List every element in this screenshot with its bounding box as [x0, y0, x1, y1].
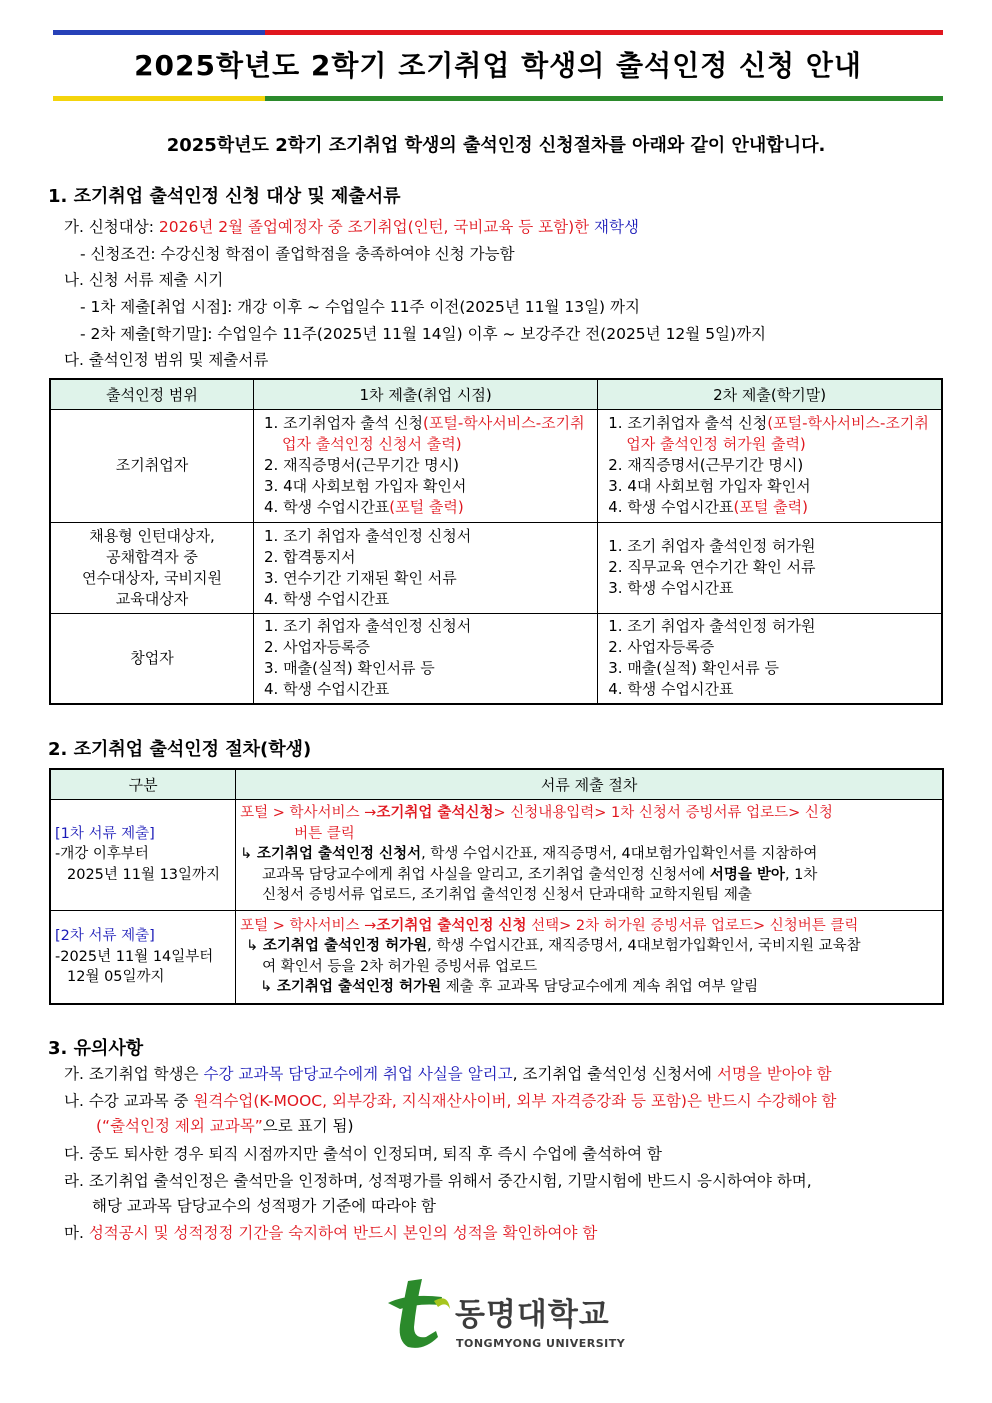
table1-header-first: 1차 제출(취업 시점) — [254, 379, 598, 409]
section1-condition: - 신청조건: 수강신청 학점이 졸업학점을 충족하여야 신청 가능함 — [80, 245, 515, 263]
title-top-bar — [53, 30, 943, 35]
list-item: 4. 학생 수업시간표(포털 출력) — [608, 498, 808, 516]
list-item: 1. 조기취업자 출석 신청(포털-학사서비스-조기취업자 출석인정 허가원 출력) — [608, 414, 929, 453]
list-item: 2. 사업자등록증 — [264, 638, 371, 657]
table1-row1-first — [254, 409, 598, 522]
bar-yellow-segment — [53, 96, 265, 101]
bar-blue-segment — [53, 30, 265, 35]
table2-header-category: 구분 — [50, 769, 236, 799]
list-item: 2. 사업자등록증 — [608, 638, 715, 657]
section1-ga — [64, 215, 639, 237]
note-da: 다. 중도 퇴사한 경우 퇴직 시점까지만 출석이 인정되며, 퇴직 후 즉시 수업에 출석하여 함 — [64, 1145, 662, 1163]
bar-red-segment — [265, 30, 943, 35]
portal-path: 포털 > 학사서비스 →조기취업 출석인정 신청 선택> 2차 허가원 증빙서류 업로드> 신청버튼 클릭 — [240, 917, 859, 934]
list-item: 4. 학생 수업시간표 — [264, 589, 390, 608]
note-ra-2: 해당 교과목 담당교수의 성적평가 기준에 따라야 함 — [92, 1197, 436, 1215]
list-item: 2. 직무교육 연수기간 확인 서류 — [608, 558, 816, 576]
table2-row2-label: [2차 서류 제출] -2025년 11월 14일부터 12월 05일까지 — [50, 910, 236, 1004]
procedure-table — [49, 768, 944, 1005]
table1-row3-second — [598, 613, 942, 704]
section2-heading: 2. 조기취업 출석인정 절차(학생) — [48, 739, 312, 760]
university-name: 동명대학교 — [455, 1297, 610, 1333]
ga-red-text: 2026년 2월 졸업예정자 중 조기취업(인턴, 국비교육 등 포함)한 — [158, 218, 595, 236]
list-item: 2. 재직증명서(근무기간 명시) — [608, 456, 804, 474]
portal-path: 포털 > 학사서비스 →조기취업 출석신청> 신청내용입력> 1차 신청서 증빙서류 업로드> 신청 — [240, 805, 833, 822]
attendance-scope-table — [49, 378, 943, 705]
title-band — [53, 30, 943, 101]
list-item: 4. 학생 수업시간표 — [608, 680, 734, 699]
document-title: 2025학년도 2학기 조기취업 학생의 출석인정 신청 안내 — [134, 49, 862, 82]
list-item: 4. 학생 수업시간표(포털 출력) — [264, 498, 464, 516]
procedure-desc: ↳ 조기취업 출석인정 신청서, 학생 수업시간표, 재직증명서, 4대보험가입확인서를 지참하여 — [240, 846, 818, 863]
list-item: 1. 조기 취업자 출석인정 허가원 — [608, 537, 816, 555]
note-na-2: (“출석인정 제외 교과목”으로 표기 됨) — [96, 1117, 354, 1135]
table1-row1-second — [598, 409, 942, 522]
note-na: 나. 수강 교과목 중 원격수업(K-MOOC, 외부강좌, 지식재산사이버, 외부 자격증강좌 등 포함)은 반드시 수강해야 함 — [64, 1092, 837, 1110]
list-item: 3. 4대 사회보험 가입자 확인서 — [264, 477, 467, 495]
title-bottom-bar — [53, 96, 943, 101]
note-ga: 가. 조기취업 학생은 수강 교과목 담당교수에게 취업 사실을 알리고, 조기취업 출석인성 신청서에 서명을 받아야 함 — [64, 1065, 832, 1083]
ga-prefix: 가. 신청대상: — [64, 218, 159, 236]
note-ma: 마. 성적공시 및 성적정정 기간을 숙지하여 반드시 본인의 성적을 확인하여야 함 — [64, 1224, 598, 1242]
table1-row2-second — [598, 522, 942, 613]
section1-na: 나. 신청 서류 제출 시기 — [64, 271, 224, 289]
section1-heading: 1. 조기취업 출석인정 신청 대상 및 제출서류 — [48, 186, 401, 207]
university-name-english: TONGMYONG UNIVERSITY — [456, 1337, 626, 1350]
list-item: 2. 재직증명서(근무기간 명시) — [264, 456, 459, 474]
procedure-desc: ↳ 조기취업 출석인정 허가원, 학생 수업시간표, 재직증명서, 4대보험가입확인서, 국비지원 교육참 — [246, 938, 861, 955]
table2-row1-label: [1차 서류 제출] -개강 이후부터 2025년 11월 13일까지 — [50, 799, 236, 910]
table1-header-scope: 출석인정 범위 — [50, 379, 254, 409]
note-ra: 라. 조기취업 출석인정은 출석만을 인정하며, 성적평가를 위해서 중간시험, 기말시험에 반드시 응시하여야 하며, — [64, 1172, 812, 1190]
section1-na-1: - 1차 제출[취업 시점]: 개강 이후 ~ 수업일수 11주 이전(2025년 11월 13일) 까지 — [80, 298, 640, 316]
list-item: 1. 조기 취업자 출석인정 신청서 — [264, 617, 472, 636]
section1-da: 다. 출석인정 범위 및 제출서류 — [64, 351, 269, 369]
table2-row1-procedure: 포털 > 학사서비스 →조기취업 출석신청> 신청내용입력> 1차 신청서 증빙서류 업로드> 신청 버튼 클릭 ↳ 조기취업 출석인정 신청서, 학생 수업시간표, 재직증명서, 4대보험가입확인서를 지참하여 교과목 담당교수에게 취업 사실을 알리고, 조기취업 출석인정 신청서에 서명을 받아, 1차 신청서 증빙서류 업로드, 조기취업 출석인정 신청서 단과대학 교학지원팀 제출 — [236, 799, 943, 910]
table1-row2-first — [254, 522, 598, 613]
table1-cat-early: 조기취업자 — [50, 409, 254, 522]
table1-cat-startup: 창업자 — [50, 613, 254, 704]
table1-cat-intern: 채용형 인턴대상자, 공채합격자 중 연수대상자, 국비지원 교육대상자 — [50, 522, 254, 613]
list-item: 2. 합격통지서 — [264, 547, 356, 566]
table1-row3-first — [254, 613, 598, 704]
list-item: 3. 연수기간 기재된 확인 서류 — [264, 568, 457, 587]
ga-blue-text: 재학생 — [594, 218, 639, 236]
list-item: 3. 4대 사회보험 가입자 확인서 — [608, 477, 811, 495]
table2-row2-procedure: 포털 > 학사서비스 →조기취업 출석인정 신청 선택> 2차 허가원 증빙서류 업로드> 신청버튼 클릭 ↳ 조기취업 출석인정 허가원, 학생 수업시간표, 재직증명서, 4대보험가입확인서, 국비지원 교육참 여 확인서 등을 2차 허가원 증빙서류 업로드 ↳ 조기취업 출석인정 허가원 제출 후 교과목 담당교수에게 계속 취업 여부 알림 — [236, 910, 943, 1004]
table1-header-second: 2차 제출(학기말) — [598, 379, 942, 409]
intro-text: 2025학년도 2학기 조기취업 학생의 출석인정 신청절차를 아래와 같이 안내합니다. — [166, 135, 826, 156]
section3-heading: 3. 유의사항 — [48, 1038, 144, 1059]
section1-na-2: - 2차 제출[학기말]: 수업일수 11주(2025년 11월 14일) 이후 ~ 보강주간 전(2025년 12월 5일)까지 — [80, 325, 767, 343]
list-item: 1. 조기 취업자 출석인정 신청서 — [264, 526, 472, 545]
bar-green-segment — [265, 96, 943, 101]
list-item: 3. 매출(실적) 확인서류 등 — [608, 659, 779, 678]
table2-header-procedure: 서류 제출 절차 — [236, 769, 943, 799]
list-item: 3. 매출(실적) 확인서류 등 — [264, 659, 435, 678]
list-item: 3. 학생 수업시간표 — [608, 579, 734, 597]
list-item: 4. 학생 수업시간표 — [264, 680, 390, 699]
list-item: 1. 조기 취업자 출석인정 허가원 — [608, 617, 816, 636]
list-item: 1. 조기취업자 출석 신청(포털-학사서비스-조기취업자 출석인정 신청서 출력) — [264, 414, 585, 453]
